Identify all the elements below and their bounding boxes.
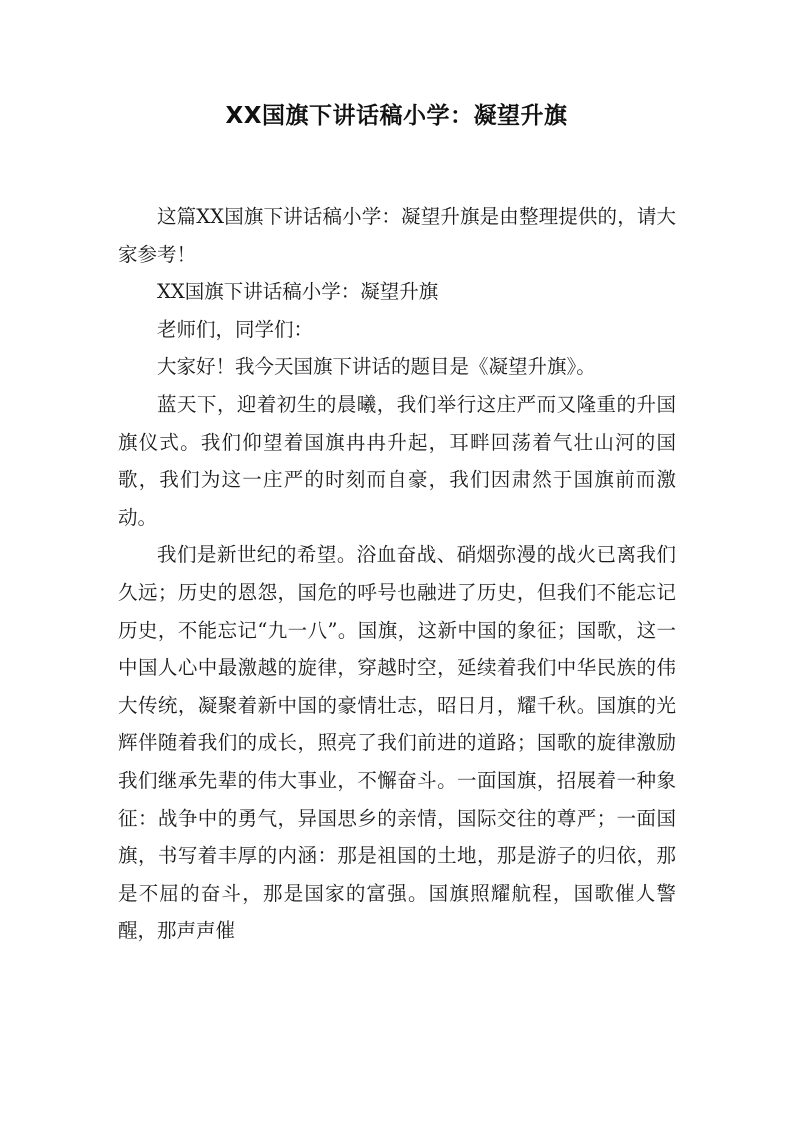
paragraph-history: 我们是新世纪的希望。浴血奋战、硝烟弥漫的战火已离我们久远；历史的恩怨，国危的呼号也融进了历史，但我们不能忘记历史，不能忘记“九一八”。国旗，这新中国的象征；国歌，这一中国人心中最激越的旋律，穿越时空，延续着我们中华民族的伟大传统，凝聚着新中国的豪情壮志，昭日月，耀千秋。国旗的光辉伴随着我们的成长，照亮了我们前进的道路；国歌的旋律激励我们继承先辈的伟大事业，不懈奋斗。一面国旗，招展着一种象征：战争中的勇气，异国思乡的亲情，国际交往的尊严；一面国旗，书写着丰厚的内涵：那是祖国的土地，那是游子的归依，那是不屈的奋斗，那是国家的富强。国旗照耀航程，国歌催人警醒，那声声催 <box>118 543 676 943</box>
document-body <box>118 198 676 950</box>
paragraph-intro: 这篇XX国旗下讲话稿小学：凝望升旗是由整理提供的，请大家参考！ <box>118 205 676 266</box>
paragraph-greeting: 大家好！我今天国旗下讲话的题目是《凝望升旗》。 <box>157 355 596 379</box>
paragraph-salutation: 老师们，同学们： <box>157 317 314 341</box>
document-title: XX国旗下讲话稿小学：凝望升旗 <box>225 103 568 129</box>
paragraph-ceremony: 蓝天下，迎着初生的晨曦，我们举行这庄严而又隆重的升国旗仪式。我们仰望着国旗冉冉升起，耳畔回荡着气壮山河的国歌，我们为这一庄严的时刻而自豪，我们因肃然于国旗前而激动。 <box>118 392 676 529</box>
paragraph-heading: XX国旗下讲话稿小学：凝望升旗 <box>157 280 439 304</box>
